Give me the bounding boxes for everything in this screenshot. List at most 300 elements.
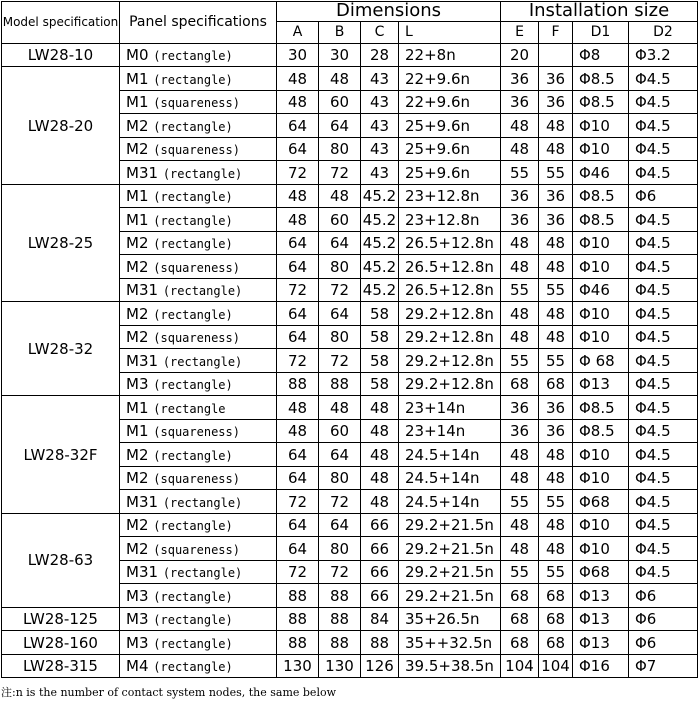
cell-f: 36 xyxy=(539,396,573,420)
table-row xyxy=(2,513,698,537)
panel-cell xyxy=(120,372,277,396)
cell-f: 55 xyxy=(539,278,573,302)
panel-shape: (rectangle) xyxy=(162,566,243,581)
cell-d2: Φ4.5 xyxy=(629,325,698,349)
table-row xyxy=(2,607,698,631)
cell-c: 48 xyxy=(361,466,399,490)
cell-f: 48 xyxy=(539,302,573,326)
cell-c: 66 xyxy=(361,560,399,584)
panel-cell xyxy=(120,443,277,467)
cell-l: 29.2+12.8n xyxy=(399,349,501,373)
cell-f: 48 xyxy=(539,137,573,161)
table-row xyxy=(2,396,698,420)
panel-cell xyxy=(120,184,277,208)
cell-d1: Φ13 xyxy=(573,607,629,631)
panel-code: M2 xyxy=(126,304,149,323)
cell-l: 35++32.5n xyxy=(399,631,501,655)
panel-cell xyxy=(120,560,277,584)
cell-d1: Φ8.5 xyxy=(573,419,629,443)
panel-shape: (squareness) xyxy=(153,472,240,487)
cell-e: 68 xyxy=(501,631,539,655)
cell-f: 48 xyxy=(539,466,573,490)
cell-e: 48 xyxy=(501,137,539,161)
cell-d1: Φ10 xyxy=(573,302,629,326)
cell-f: 36 xyxy=(539,90,573,114)
panel-shape: (rectangle) xyxy=(153,72,233,87)
cell-d2: Φ6 xyxy=(629,584,698,608)
cell-c: 43 xyxy=(361,114,399,138)
cell-a: 64 xyxy=(277,537,319,561)
panel-cell xyxy=(120,278,277,302)
cell-l: 25+9.6n xyxy=(399,137,501,161)
cell-a: 48 xyxy=(277,67,319,91)
cell-d1: Φ10 xyxy=(573,255,629,279)
panel-code: M2 xyxy=(126,516,149,535)
cell-d1: Φ8.5 xyxy=(573,90,629,114)
cell-e: 36 xyxy=(501,208,539,232)
cell-d2: Φ4.5 xyxy=(629,490,698,514)
cell-d1: Φ10 xyxy=(573,537,629,561)
cell-f: 68 xyxy=(539,631,573,655)
cell-d2: Φ4.5 xyxy=(629,466,698,490)
cell-d1: Φ13 xyxy=(573,584,629,608)
cell-e: 55 xyxy=(501,161,539,185)
panel-code: M3 xyxy=(126,633,149,652)
cell-c: 45.2 xyxy=(361,208,399,232)
cell-d2: Φ4.5 xyxy=(629,513,698,537)
model-cell: LW28-32 xyxy=(2,302,120,396)
cell-e: 48 xyxy=(501,325,539,349)
cell-b: 72 xyxy=(319,490,361,514)
cell-d2: Φ4.5 xyxy=(629,67,698,91)
panel-shape: (rectangle) xyxy=(153,378,233,393)
model-cell: LW28-32F xyxy=(2,396,120,514)
cell-b: 64 xyxy=(319,443,361,467)
cell-d2: Φ6 xyxy=(629,631,698,655)
panel-cell xyxy=(120,396,277,420)
cell-e: 55 xyxy=(501,560,539,584)
panel-shape: (rectangle) xyxy=(153,213,233,228)
header-panel-specifications: Panel specifications xyxy=(120,2,277,44)
panel-cell xyxy=(120,584,277,608)
panel-cell xyxy=(120,654,277,678)
panel-shape: (rectangle xyxy=(153,401,226,416)
cell-d1: Φ8.5 xyxy=(573,208,629,232)
model-cell: LW28-25 xyxy=(2,184,120,302)
cell-d1: Φ16 xyxy=(573,654,629,678)
cell-a: 48 xyxy=(277,184,319,208)
panel-code: M2 xyxy=(126,257,149,276)
panel-code: M1 xyxy=(126,187,149,206)
table-row xyxy=(2,654,698,678)
cell-a: 48 xyxy=(277,419,319,443)
panel-shape: (rectangle) xyxy=(153,636,233,651)
cell-c: 43 xyxy=(361,67,399,91)
cell-b: 88 xyxy=(319,631,361,655)
panel-code: M31 xyxy=(126,492,159,511)
cell-l: 29.2+12.8n xyxy=(399,325,501,349)
cell-f: 48 xyxy=(539,537,573,561)
cell-d1: Φ46 xyxy=(573,278,629,302)
panel-shape: (rectangle) xyxy=(153,119,233,134)
cell-l: 29.2+21.5n xyxy=(399,513,501,537)
cell-d1: Φ8 xyxy=(573,43,629,67)
panel-cell xyxy=(120,255,277,279)
cell-f: 68 xyxy=(539,607,573,631)
cell-d2: Φ4.5 xyxy=(629,255,698,279)
panel-code: M2 xyxy=(126,469,149,488)
cell-l: 26.5+12.8n xyxy=(399,255,501,279)
cell-d2: Φ4.5 xyxy=(629,161,698,185)
cell-d1: Φ10 xyxy=(573,325,629,349)
panel-code: M31 xyxy=(126,563,159,582)
cell-a: 72 xyxy=(277,349,319,373)
header-l: L xyxy=(399,21,501,43)
panel-shape: (squareness) xyxy=(153,331,240,346)
cell-d1: Φ10 xyxy=(573,137,629,161)
cell-f: 36 xyxy=(539,184,573,208)
panel-code: M31 xyxy=(126,163,159,182)
cell-e: 68 xyxy=(501,372,539,396)
cell-e: 68 xyxy=(501,584,539,608)
panel-shape: (rectangle) xyxy=(153,190,233,205)
cell-e: 48 xyxy=(501,302,539,326)
cell-d2: Φ7 xyxy=(629,654,698,678)
cell-a: 72 xyxy=(277,560,319,584)
cell-c: 45.2 xyxy=(361,231,399,255)
footnote: 注:n is the number of contact system nodes, the same below xyxy=(1,686,336,699)
cell-a: 64 xyxy=(277,114,319,138)
panel-shape: (rectangle) xyxy=(162,284,243,299)
cell-e: 104 xyxy=(501,654,539,678)
cell-l: 25+9.6n xyxy=(399,114,501,138)
cell-e: 55 xyxy=(501,349,539,373)
cell-b: 72 xyxy=(319,161,361,185)
cell-a: 72 xyxy=(277,278,319,302)
cell-d1: Φ8.5 xyxy=(573,184,629,208)
cell-l: 23+14n xyxy=(399,419,501,443)
cell-l: 39.5+38.5n xyxy=(399,654,501,678)
cell-l: 29.2+21.5n xyxy=(399,537,501,561)
cell-f: 55 xyxy=(539,161,573,185)
panel-shape: (rectangle) xyxy=(153,613,233,628)
panel-shape: (rectangle) xyxy=(153,307,233,322)
panel-shape: (squareness) xyxy=(153,260,240,275)
cell-c: 48 xyxy=(361,490,399,514)
table-row xyxy=(2,631,698,655)
panel-shape: (squareness) xyxy=(153,143,240,158)
cell-c: 84 xyxy=(361,607,399,631)
cell-l: 23+12.8n xyxy=(399,184,501,208)
cell-l: 29.2+12.8n xyxy=(399,302,501,326)
cell-l: 24.5+14n xyxy=(399,490,501,514)
cell-c: 66 xyxy=(361,584,399,608)
table-body xyxy=(2,43,698,678)
panel-cell xyxy=(120,114,277,138)
cell-l: 26.5+12.8n xyxy=(399,278,501,302)
cell-a: 64 xyxy=(277,443,319,467)
header-b: B xyxy=(319,21,361,43)
cell-c: 43 xyxy=(361,137,399,161)
header-model-specification: Model specification xyxy=(2,2,120,44)
cell-c: 45.2 xyxy=(361,255,399,279)
header-d1: D1 xyxy=(573,21,629,43)
panel-code: M2 xyxy=(126,445,149,464)
panel-shape: (rectangle) xyxy=(162,495,243,510)
panel-cell xyxy=(120,208,277,232)
model-cell: LW28-315 xyxy=(2,654,120,678)
cell-d1: Φ10 xyxy=(573,231,629,255)
cell-b: 72 xyxy=(319,349,361,373)
cell-d2: Φ3.2 xyxy=(629,43,698,67)
cell-b: 60 xyxy=(319,419,361,443)
cell-a: 64 xyxy=(277,466,319,490)
cell-b: 64 xyxy=(319,302,361,326)
panel-cell xyxy=(120,302,277,326)
cell-a: 64 xyxy=(277,302,319,326)
cell-d2: Φ4.5 xyxy=(629,349,698,373)
panel-cell xyxy=(120,419,277,443)
cell-a: 88 xyxy=(277,631,319,655)
cell-b: 30 xyxy=(319,43,361,67)
cell-c: 58 xyxy=(361,325,399,349)
model-cell: LW28-10 xyxy=(2,43,120,67)
cell-c: 66 xyxy=(361,537,399,561)
cell-b: 72 xyxy=(319,560,361,584)
panel-shape: (rectangle) xyxy=(162,166,243,181)
cell-c: 88 xyxy=(361,631,399,655)
cell-f: 55 xyxy=(539,560,573,584)
cell-l: 35+26.5n xyxy=(399,607,501,631)
panel-code: M2 xyxy=(126,539,149,558)
cell-e: 48 xyxy=(501,255,539,279)
cell-d2: Φ4.5 xyxy=(629,137,698,161)
cell-a: 130 xyxy=(277,654,319,678)
cell-d2: Φ4.5 xyxy=(629,443,698,467)
cell-d1: Φ8.5 xyxy=(573,396,629,420)
panel-cell xyxy=(120,67,277,91)
cell-c: 48 xyxy=(361,396,399,420)
cell-l: 22+9.6n xyxy=(399,90,501,114)
cell-b: 80 xyxy=(319,466,361,490)
cell-d2: Φ6 xyxy=(629,184,698,208)
header-installation-size: Installation size xyxy=(501,2,698,22)
panel-cell xyxy=(120,490,277,514)
cell-f: 36 xyxy=(539,67,573,91)
header-e: E xyxy=(501,21,539,43)
cell-l: 29.2+21.5n xyxy=(399,560,501,584)
panel-code: M31 xyxy=(126,281,159,300)
cell-f: 68 xyxy=(539,372,573,396)
cell-d1: Φ13 xyxy=(573,372,629,396)
cell-a: 72 xyxy=(277,161,319,185)
cell-f: 104 xyxy=(539,654,573,678)
cell-e: 55 xyxy=(501,490,539,514)
panel-code: M0 xyxy=(126,46,149,65)
panel-cell xyxy=(120,631,277,655)
panel-cell xyxy=(120,137,277,161)
cell-d1: Φ68 xyxy=(573,560,629,584)
cell-a: 88 xyxy=(277,607,319,631)
cell-l: 22+9.6n xyxy=(399,67,501,91)
header-a: A xyxy=(277,21,319,43)
panel-code: M1 xyxy=(126,422,149,441)
panel-shape: (squareness) xyxy=(153,425,240,440)
cell-e: 48 xyxy=(501,443,539,467)
cell-f: 36 xyxy=(539,208,573,232)
cell-d1: Φ13 xyxy=(573,631,629,655)
panel-code: M3 xyxy=(126,375,149,394)
panel-code: M2 xyxy=(126,234,149,253)
panel-shape: (rectangle) xyxy=(153,589,233,604)
cell-e: 36 xyxy=(501,67,539,91)
cell-e: 48 xyxy=(501,466,539,490)
panel-cell xyxy=(120,161,277,185)
panel-cell xyxy=(120,349,277,373)
panel-code: M1 xyxy=(126,69,149,88)
cell-f: 68 xyxy=(539,584,573,608)
cell-l: 29.2+21.5n xyxy=(399,584,501,608)
cell-e: 36 xyxy=(501,90,539,114)
cell-f: 48 xyxy=(539,325,573,349)
cell-a: 30 xyxy=(277,43,319,67)
cell-c: 43 xyxy=(361,161,399,185)
cell-a: 72 xyxy=(277,490,319,514)
cell-f xyxy=(539,43,573,67)
table-row xyxy=(2,302,698,326)
cell-b: 130 xyxy=(319,654,361,678)
cell-b: 88 xyxy=(319,584,361,608)
spec-table xyxy=(1,1,698,678)
cell-c: 66 xyxy=(361,513,399,537)
panel-shape: (rectangle) xyxy=(153,448,233,463)
cell-c: 58 xyxy=(361,349,399,373)
header-d2: D2 xyxy=(629,21,698,43)
cell-f: 48 xyxy=(539,513,573,537)
table-row xyxy=(2,184,698,208)
cell-c: 45.2 xyxy=(361,184,399,208)
panel-code: M3 xyxy=(126,610,149,629)
cell-f: 55 xyxy=(539,349,573,373)
cell-d2: Φ4.5 xyxy=(629,560,698,584)
cell-d2: Φ4.5 xyxy=(629,396,698,420)
cell-a: 48 xyxy=(277,208,319,232)
cell-a: 48 xyxy=(277,396,319,420)
panel-code: M1 xyxy=(126,210,149,229)
cell-d2: Φ4.5 xyxy=(629,231,698,255)
table-row xyxy=(2,67,698,91)
cell-f: 48 xyxy=(539,443,573,467)
cell-e: 48 xyxy=(501,114,539,138)
cell-d1: Φ10 xyxy=(573,443,629,467)
cell-d1: Φ10 xyxy=(573,114,629,138)
panel-shape: (rectangle) xyxy=(153,519,233,534)
cell-a: 48 xyxy=(277,90,319,114)
cell-l: 24.5+14n xyxy=(399,466,501,490)
cell-b: 64 xyxy=(319,231,361,255)
cell-l: 24.5+14n xyxy=(399,443,501,467)
cell-a: 64 xyxy=(277,231,319,255)
panel-code: M4 xyxy=(126,657,149,676)
panel-cell xyxy=(120,231,277,255)
panel-code: M31 xyxy=(126,351,159,370)
cell-e: 55 xyxy=(501,278,539,302)
cell-e: 36 xyxy=(501,184,539,208)
panel-cell xyxy=(120,537,277,561)
cell-e: 48 xyxy=(501,513,539,537)
panel-shape: (rectangle) xyxy=(162,354,243,369)
cell-l: 25+9.6n xyxy=(399,161,501,185)
cell-c: 58 xyxy=(361,372,399,396)
panel-code: M2 xyxy=(126,116,149,135)
model-cell: LW28-20 xyxy=(2,67,120,185)
header-f: F xyxy=(539,21,573,43)
cell-b: 48 xyxy=(319,67,361,91)
cell-a: 64 xyxy=(277,325,319,349)
panel-cell xyxy=(120,513,277,537)
panel-shape: (squareness) xyxy=(153,96,240,111)
cell-d1: Φ 68 xyxy=(573,349,629,373)
table-row xyxy=(2,43,698,67)
panel-code: M1 xyxy=(126,93,149,112)
panel-cell xyxy=(120,466,277,490)
cell-a: 64 xyxy=(277,137,319,161)
cell-b: 72 xyxy=(319,278,361,302)
cell-l: 26.5+12.8n xyxy=(399,231,501,255)
cell-f: 36 xyxy=(539,419,573,443)
cell-d1: Φ68 xyxy=(573,490,629,514)
cell-a: 64 xyxy=(277,513,319,537)
cell-d2: Φ4.5 xyxy=(629,90,698,114)
cell-d2: Φ4.5 xyxy=(629,372,698,396)
cell-b: 48 xyxy=(319,184,361,208)
cell-c: 28 xyxy=(361,43,399,67)
cell-e: 20 xyxy=(501,43,539,67)
panel-cell xyxy=(120,43,277,67)
cell-b: 80 xyxy=(319,255,361,279)
cell-d2: Φ4.5 xyxy=(629,419,698,443)
panel-code: M2 xyxy=(126,140,149,159)
cell-a: 88 xyxy=(277,372,319,396)
cell-e: 36 xyxy=(501,419,539,443)
cell-b: 60 xyxy=(319,90,361,114)
cell-b: 80 xyxy=(319,537,361,561)
cell-b: 60 xyxy=(319,208,361,232)
cell-d2: Φ4.5 xyxy=(629,537,698,561)
cell-b: 80 xyxy=(319,137,361,161)
cell-b: 88 xyxy=(319,372,361,396)
cell-f: 55 xyxy=(539,490,573,514)
cell-d1: Φ8.5 xyxy=(573,67,629,91)
panel-shape: (squareness) xyxy=(153,542,240,557)
panel-code: M3 xyxy=(126,586,149,605)
cell-b: 88 xyxy=(319,607,361,631)
cell-d2: Φ4.5 xyxy=(629,208,698,232)
panel-code: M2 xyxy=(126,328,149,347)
cell-c: 48 xyxy=(361,419,399,443)
cell-d2: Φ4.5 xyxy=(629,302,698,326)
panel-shape: (rectangle) xyxy=(153,49,233,64)
panel-shape: (rectangle) xyxy=(153,237,233,252)
cell-b: 64 xyxy=(319,513,361,537)
cell-b: 80 xyxy=(319,325,361,349)
cell-b: 48 xyxy=(319,396,361,420)
panel-cell xyxy=(120,325,277,349)
cell-e: 36 xyxy=(501,396,539,420)
cell-d1: Φ46 xyxy=(573,161,629,185)
cell-l: 29.2+12.8n xyxy=(399,372,501,396)
cell-d2: Φ6 xyxy=(629,607,698,631)
